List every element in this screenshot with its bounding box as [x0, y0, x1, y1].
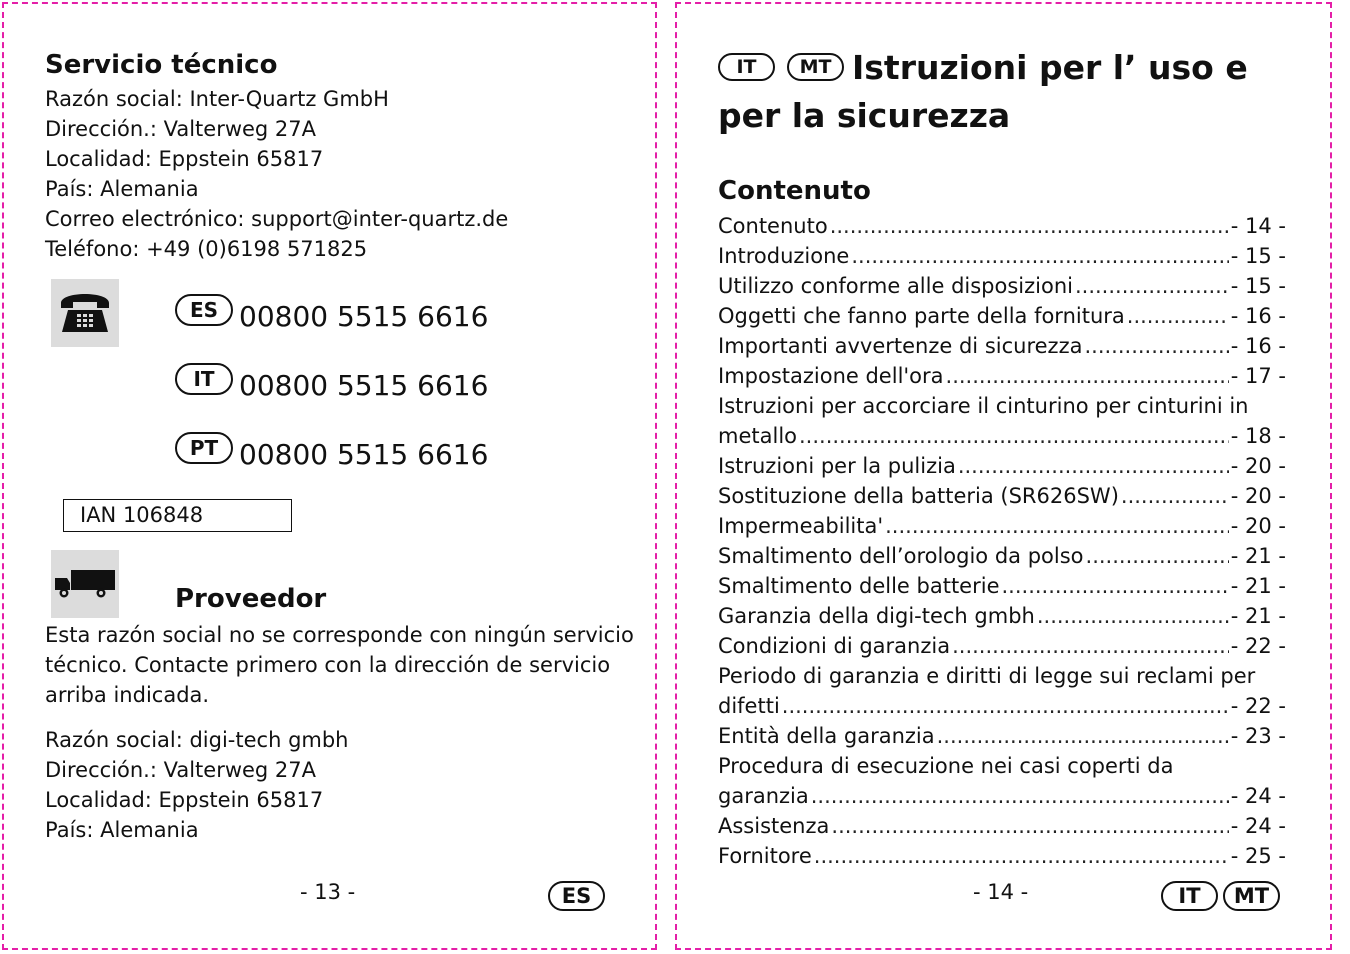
toc-row	[718, 841, 1286, 871]
toc-row	[718, 541, 1286, 571]
toc-page-number: - 21 -	[1230, 544, 1286, 568]
toc-title: Condizioni di garanzia	[718, 634, 951, 658]
toc-dot-leader	[1002, 571, 1229, 601]
toc-page-number: - 17 -	[1230, 364, 1286, 388]
supplier-note-line: Esta razón social no se corresponde con ningún servicio	[45, 623, 634, 647]
supplier-address-block	[45, 725, 349, 845]
toc-page-number: - 18 -	[1230, 424, 1286, 448]
toc-row	[718, 601, 1286, 631]
toc-page-number: - 23 -	[1230, 724, 1286, 748]
toc-title-wrap: Periodo di garanzia e diritti di legge sui reclami per	[718, 664, 1256, 688]
toc-dot-leader	[1037, 601, 1229, 631]
country-badge: IT	[175, 363, 233, 395]
toc-title: Istruzioni per la pulizia	[718, 454, 956, 478]
toc-title-wrap: Procedura di esecuzione nei casi coperti da	[718, 754, 1174, 778]
toc-title: Smaltimento dell’orologio da polso	[718, 544, 1084, 568]
toc-title-wrap: Istruzioni per accorciare il cinturino per cinturini in	[718, 394, 1249, 418]
toc-row	[718, 211, 1286, 241]
supplier-line: Razón social: digi-tech gmbh	[45, 728, 349, 752]
toc-page-number: - 24 -	[1230, 814, 1286, 838]
toc-title: garanzia	[718, 784, 809, 808]
toc-title: Impermeabilita'	[718, 514, 884, 538]
toc-title: Entità della garanzia	[718, 724, 935, 748]
service-line: País: Alemania	[45, 177, 199, 201]
toc-title: Impostazione dell'ora	[718, 364, 944, 388]
toc-dot-leader	[799, 421, 1229, 451]
toc-page-number: - 15 -	[1230, 274, 1286, 298]
toc-title: Oggetti che fanno parte della fornitura	[718, 304, 1125, 328]
toc-row	[718, 511, 1286, 541]
title-line-2: per la sicurezza	[718, 96, 1011, 135]
hotline-number: 00800 5515 6616	[239, 369, 489, 402]
toc-page-number: - 21 -	[1230, 574, 1286, 598]
toc-row	[718, 271, 1286, 301]
toc-row	[718, 331, 1286, 361]
toc-dot-leader	[814, 841, 1229, 871]
toc-row	[718, 571, 1286, 601]
country-badge: PT	[175, 432, 233, 464]
hotline-number: 00800 5515 6616	[239, 300, 489, 333]
toc-row	[718, 451, 1286, 481]
toc-row	[718, 811, 1286, 841]
toc-page-number: - 24 -	[1230, 784, 1286, 808]
truck-icon	[51, 550, 119, 618]
toc-title: Utilizzo conforme alle disposizioni	[718, 274, 1073, 298]
title-line-1: Istruzioni per l’ uso e	[852, 48, 1248, 87]
toc-row	[718, 301, 1286, 331]
toc-dot-leader	[885, 511, 1229, 541]
toc-title: Assistenza	[718, 814, 830, 838]
toc-page-number: - 16 -	[1230, 304, 1286, 328]
toc-row	[718, 481, 1286, 511]
service-line: Correo electrónico: support@inter-quartz.de	[45, 207, 509, 231]
toc-title: Contenuto	[718, 214, 828, 238]
supplier-line: Dirección.: Valterweg 27A	[45, 758, 317, 782]
service-title: Servicio técnico	[45, 50, 278, 80]
telephone-icon	[51, 279, 119, 347]
toc-dot-leader	[946, 361, 1229, 391]
toc-dot-leader	[1086, 541, 1229, 571]
toc-title: Garanzia della digi-tech gmbh	[718, 604, 1035, 628]
toc-dot-leader	[782, 691, 1229, 721]
hotline-pt	[175, 438, 488, 478]
language-badge: ES	[548, 881, 605, 911]
toc-title: Fornitore	[718, 844, 812, 868]
service-line: Dirección.: Valterweg 27A	[45, 117, 317, 141]
toc-title: Sostituzione della batteria (SR626SW)	[718, 484, 1119, 508]
toc-title: Importanti avvertenze di sicurezza	[718, 334, 1083, 358]
toc-page-number: - 20 -	[1230, 514, 1286, 538]
toc-row	[718, 361, 1286, 391]
service-line: Teléfono: +49 (0)6198 571825	[45, 237, 368, 261]
toc-row	[718, 631, 1286, 661]
toc-page-number: - 25 -	[1230, 844, 1286, 868]
toc-page-number: - 16 -	[1230, 334, 1286, 358]
toc-dot-leader	[831, 811, 1228, 841]
toc-dot-leader	[937, 721, 1229, 751]
toc-page-number: - 21 -	[1230, 604, 1286, 628]
supplier-line: Localidad: Eppstein 65817	[45, 788, 324, 812]
toc-page-number: - 20 -	[1230, 484, 1286, 508]
toc-row	[718, 721, 1286, 751]
service-line: Localidad: Eppstein 65817	[45, 147, 324, 171]
service-address-block	[45, 84, 508, 264]
toc-page-number: - 15 -	[1230, 244, 1286, 268]
title-badge-mt: MT	[787, 53, 844, 81]
contents-heading: Contenuto	[718, 176, 871, 206]
toc-title: Introduzione	[718, 244, 850, 268]
supplier-title: Proveedor	[175, 584, 327, 614]
service-line: Razón social: Inter-Quartz GmbH	[45, 87, 389, 111]
hotline-number: 00800 5515 6616	[239, 438, 489, 471]
toc-dot-leader	[958, 451, 1229, 481]
toc-dot-leader	[1084, 331, 1228, 361]
supplier-line: País: Alemania	[45, 818, 199, 842]
toc-dot-leader	[851, 241, 1228, 271]
toc-dot-leader	[811, 781, 1229, 811]
hotline-it	[175, 369, 488, 409]
toc-dot-leader	[952, 631, 1229, 661]
toc-page-number: - 22 -	[1230, 694, 1286, 718]
toc-title: metallo	[718, 424, 797, 448]
supplier-note	[45, 620, 634, 710]
ian-box: IAN 106848	[63, 499, 292, 532]
page-number: - 13 -	[300, 880, 356, 904]
footer-badge-mt: MT	[1223, 881, 1280, 911]
supplier-note-line: técnico. Contacte primero con la dirección de servicio	[45, 653, 611, 677]
toc-row	[718, 691, 1286, 721]
title-badge-it: IT	[718, 53, 775, 81]
country-badge: ES	[175, 294, 233, 326]
supplier-note-line: arriba indicada.	[45, 683, 210, 707]
toc-row	[718, 241, 1286, 271]
toc-page-number: - 22 -	[1230, 634, 1286, 658]
toc-page-number: - 20 -	[1230, 454, 1286, 478]
toc-page-number: - 14 -	[1230, 214, 1286, 238]
toc-row	[718, 421, 1286, 451]
toc-row	[718, 781, 1286, 811]
toc-title: difetti	[718, 694, 780, 718]
hotline-es	[175, 300, 488, 340]
page-number: - 14 -	[973, 880, 1029, 904]
toc-dot-leader	[1075, 271, 1229, 301]
footer-badge-it: IT	[1161, 881, 1218, 911]
toc-dot-leader	[830, 211, 1229, 241]
toc-dot-leader	[1121, 481, 1229, 511]
toc-dot-leader	[1127, 301, 1229, 331]
toc-title: Smaltimento delle batterie	[718, 574, 1000, 598]
